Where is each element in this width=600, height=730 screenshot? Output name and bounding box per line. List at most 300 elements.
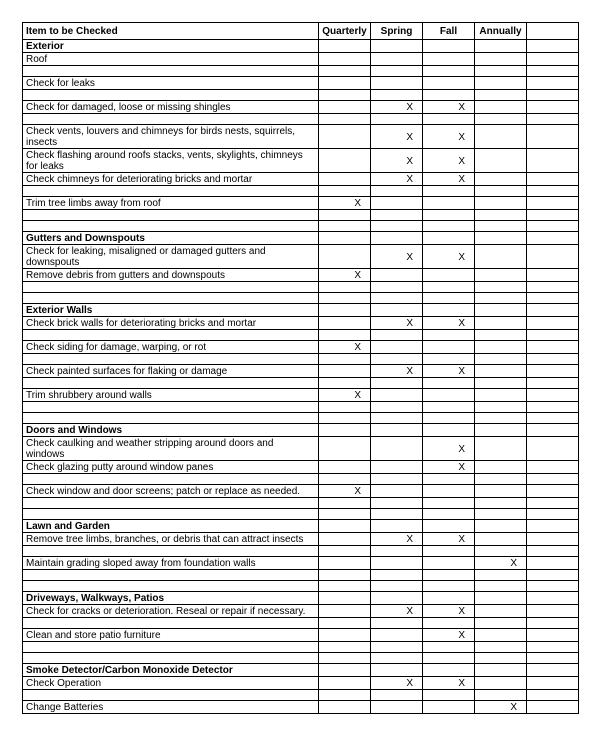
spring-mark-cell: [371, 221, 423, 232]
annually-mark-cell: [475, 173, 527, 186]
annually-mark-cell: [475, 618, 527, 629]
fall-mark-cell: [423, 186, 475, 197]
blank-cell: [527, 197, 579, 210]
checklist-item-row: [23, 365, 579, 378]
quarterly-mark-cell: [319, 40, 371, 53]
quarterly-mark-cell: X: [319, 269, 371, 282]
annually-mark-cell: [475, 642, 527, 653]
section-title: Doors and Windows: [23, 424, 319, 437]
quarterly-mark-cell: [319, 605, 371, 618]
checklist-item-row: [23, 461, 579, 474]
checklist-item-row: [23, 701, 579, 714]
spring-mark-cell: X: [371, 149, 423, 173]
annually-mark-cell: [475, 474, 527, 485]
header-spring: Spring: [371, 23, 423, 40]
fall-mark-cell: [423, 210, 475, 221]
quarterly-mark-cell: [319, 592, 371, 605]
annually-mark-cell: [475, 653, 527, 664]
item-text: Change Batteries: [23, 701, 319, 714]
annually-mark-cell: [475, 629, 527, 642]
blank-cell: [527, 77, 579, 90]
quarterly-mark-cell: [319, 546, 371, 557]
item-text: Maintain grading sloped away from foundation walls: [23, 557, 319, 570]
annually-mark-cell: [475, 378, 527, 389]
fall-mark-cell: [423, 402, 475, 413]
spring-mark-cell: [371, 304, 423, 317]
fall-mark-cell: [423, 53, 475, 66]
spring-mark-cell: [371, 341, 423, 354]
fall-mark-cell: [423, 90, 475, 101]
spring-mark-cell: [371, 66, 423, 77]
checklist-item-row: [23, 269, 579, 282]
quarterly-mark-cell: [319, 664, 371, 677]
quarterly-mark-cell: [319, 570, 371, 581]
blank-cell: [527, 341, 579, 354]
spring-mark-cell: X: [371, 317, 423, 330]
fall-mark-cell: X: [423, 173, 475, 186]
item-text: [23, 402, 319, 413]
blank-cell: [527, 114, 579, 125]
quarterly-mark-cell: [319, 245, 371, 269]
fall-mark-cell: [423, 664, 475, 677]
blank-cell: [527, 389, 579, 402]
spacer-row: [23, 642, 579, 653]
spring-mark-cell: [371, 354, 423, 365]
spring-mark-cell: [371, 642, 423, 653]
quarterly-mark-cell: X: [319, 197, 371, 210]
annually-mark-cell: [475, 186, 527, 197]
header-fall: Fall: [423, 23, 475, 40]
fall-mark-cell: [423, 354, 475, 365]
spacer-row: [23, 90, 579, 101]
fall-mark-cell: [423, 330, 475, 341]
quarterly-mark-cell: [319, 533, 371, 546]
blank-cell: [527, 210, 579, 221]
annually-mark-cell: [475, 197, 527, 210]
annually-mark-cell: [475, 66, 527, 77]
section-title: Gutters and Downspouts: [23, 232, 319, 245]
annually-mark-cell: [475, 114, 527, 125]
annually-mark-cell: [475, 690, 527, 701]
fall-mark-cell: [423, 581, 475, 592]
spring-mark-cell: [371, 557, 423, 570]
fall-mark-cell: [423, 424, 475, 437]
blank-cell: [527, 173, 579, 186]
annually-mark-cell: [475, 533, 527, 546]
annually-mark-cell: [475, 341, 527, 354]
blank-cell: [527, 101, 579, 114]
annually-mark-cell: [475, 90, 527, 101]
fall-mark-cell: X: [423, 365, 475, 378]
spacer-row: [23, 330, 579, 341]
spring-mark-cell: [371, 197, 423, 210]
quarterly-mark-cell: [319, 149, 371, 173]
fall-mark-cell: [423, 293, 475, 304]
annually-mark-cell: [475, 221, 527, 232]
spring-mark-cell: [371, 186, 423, 197]
fall-mark-cell: [423, 304, 475, 317]
annually-mark-cell: [475, 402, 527, 413]
annually-mark-cell: [475, 317, 527, 330]
quarterly-mark-cell: [319, 474, 371, 485]
blank-cell: [527, 245, 579, 269]
quarterly-mark-cell: [319, 701, 371, 714]
annually-mark-cell: [475, 125, 527, 149]
item-text: [23, 186, 319, 197]
fall-mark-cell: X: [423, 245, 475, 269]
checklist-item-row: [23, 245, 579, 269]
quarterly-mark-cell: [319, 413, 371, 424]
fall-mark-cell: X: [423, 101, 475, 114]
spacer-row: [23, 498, 579, 509]
spacer-row: [23, 210, 579, 221]
item-text: Trim tree limbs away from roof: [23, 197, 319, 210]
item-text: [23, 210, 319, 221]
quarterly-mark-cell: [319, 581, 371, 592]
item-text: [23, 653, 319, 664]
checklist-item-row: [23, 629, 579, 642]
table-header-row: [23, 23, 579, 40]
fall-mark-cell: [423, 221, 475, 232]
item-text: Trim shrubbery around walls: [23, 389, 319, 402]
quarterly-mark-cell: [319, 186, 371, 197]
blank-cell: [527, 232, 579, 245]
item-text: [23, 354, 319, 365]
spring-mark-cell: X: [371, 125, 423, 149]
spring-mark-cell: [371, 474, 423, 485]
spacer-row: [23, 413, 579, 424]
blank-cell: [527, 186, 579, 197]
fall-mark-cell: [423, 701, 475, 714]
quarterly-mark-cell: [319, 424, 371, 437]
blank-cell: [527, 592, 579, 605]
blank-cell: [527, 618, 579, 629]
item-text: [23, 221, 319, 232]
item-text: Remove debris from gutters and downspouts: [23, 269, 319, 282]
item-text: [23, 378, 319, 389]
annually-mark-cell: [475, 53, 527, 66]
annually-mark-cell: [475, 269, 527, 282]
annually-mark-cell: [475, 365, 527, 378]
quarterly-mark-cell: X: [319, 341, 371, 354]
section-header-row: [23, 40, 579, 53]
blank-cell: [527, 66, 579, 77]
spring-mark-cell: [371, 520, 423, 533]
spring-mark-cell: X: [371, 101, 423, 114]
spacer-row: [23, 282, 579, 293]
annually-mark-cell: [475, 389, 527, 402]
spring-mark-cell: [371, 378, 423, 389]
header-blank-column: [527, 23, 579, 40]
checklist-item-row: [23, 437, 579, 461]
fall-mark-cell: [423, 66, 475, 77]
quarterly-mark-cell: [319, 677, 371, 690]
spacer-row: [23, 690, 579, 701]
spring-mark-cell: [371, 330, 423, 341]
item-text: Check for damaged, loose or missing shingles: [23, 101, 319, 114]
fall-mark-cell: [423, 509, 475, 520]
annually-mark-cell: [475, 282, 527, 293]
quarterly-mark-cell: [319, 114, 371, 125]
fall-mark-cell: [423, 520, 475, 533]
fall-mark-cell: [423, 341, 475, 354]
item-text: Check for leaks: [23, 77, 319, 90]
blank-cell: [527, 90, 579, 101]
blank-cell: [527, 149, 579, 173]
blank-cell: [527, 282, 579, 293]
spring-mark-cell: [371, 424, 423, 437]
quarterly-mark-cell: [319, 618, 371, 629]
blank-cell: [527, 653, 579, 664]
spring-mark-cell: [371, 40, 423, 53]
spring-mark-cell: [371, 269, 423, 282]
spacer-row: [23, 570, 579, 581]
blank-cell: [527, 485, 579, 498]
spring-mark-cell: [371, 413, 423, 424]
fall-mark-cell: [423, 642, 475, 653]
fall-mark-cell: [423, 618, 475, 629]
blank-cell: [527, 354, 579, 365]
spring-mark-cell: [371, 402, 423, 413]
header-annually: Annually: [475, 23, 527, 40]
item-text: [23, 66, 319, 77]
blank-cell: [527, 498, 579, 509]
annually-mark-cell: [475, 149, 527, 173]
quarterly-mark-cell: [319, 90, 371, 101]
blank-cell: [527, 690, 579, 701]
checklist-item-row: [23, 197, 579, 210]
blank-cell: [527, 533, 579, 546]
item-text: [23, 570, 319, 581]
checklist-item-row: [23, 125, 579, 149]
fall-mark-cell: [423, 570, 475, 581]
blank-cell: [527, 424, 579, 437]
blank-cell: [527, 642, 579, 653]
spacer-row: [23, 66, 579, 77]
fall-mark-cell: [423, 282, 475, 293]
quarterly-mark-cell: [319, 498, 371, 509]
fall-mark-cell: [423, 197, 475, 210]
annually-mark-cell: [475, 664, 527, 677]
quarterly-mark-cell: [319, 365, 371, 378]
item-text: [23, 581, 319, 592]
spacer-row: [23, 474, 579, 485]
blank-cell: [527, 330, 579, 341]
annually-mark-cell: X: [475, 557, 527, 570]
spacer-row: [23, 546, 579, 557]
spring-mark-cell: X: [371, 173, 423, 186]
spring-mark-cell: [371, 509, 423, 520]
section-header-row: [23, 424, 579, 437]
spacer-row: [23, 114, 579, 125]
fall-mark-cell: [423, 378, 475, 389]
quarterly-mark-cell: [319, 378, 371, 389]
quarterly-mark-cell: [319, 520, 371, 533]
fall-mark-cell: X: [423, 677, 475, 690]
quarterly-mark-cell: X: [319, 389, 371, 402]
quarterly-mark-cell: [319, 125, 371, 149]
annually-mark-cell: [475, 437, 527, 461]
blank-cell: [527, 378, 579, 389]
blank-cell: [527, 664, 579, 677]
spacer-row: [23, 402, 579, 413]
annually-mark-cell: [475, 509, 527, 520]
item-text: Roof: [23, 53, 319, 66]
item-text: Clean and store patio furniture: [23, 629, 319, 642]
spacer-row: [23, 581, 579, 592]
item-text: [23, 330, 319, 341]
quarterly-mark-cell: [319, 101, 371, 114]
blank-cell: [527, 53, 579, 66]
annually-mark-cell: [475, 570, 527, 581]
quarterly-mark-cell: [319, 557, 371, 570]
quarterly-mark-cell: [319, 304, 371, 317]
item-text: [23, 618, 319, 629]
item-text: Check painted surfaces for flaking or damage: [23, 365, 319, 378]
item-text: [23, 282, 319, 293]
fall-mark-cell: [423, 592, 475, 605]
spring-mark-cell: X: [371, 245, 423, 269]
spring-mark-cell: [371, 53, 423, 66]
annually-mark-cell: [475, 210, 527, 221]
spring-mark-cell: [371, 592, 423, 605]
fall-mark-cell: X: [423, 533, 475, 546]
section-title: Exterior Walls: [23, 304, 319, 317]
annually-mark-cell: [475, 40, 527, 53]
fall-mark-cell: [423, 114, 475, 125]
quarterly-mark-cell: [319, 317, 371, 330]
item-text: Check caulking and weather stripping around doors and windows: [23, 437, 319, 461]
checklist-item-row: [23, 485, 579, 498]
quarterly-mark-cell: [319, 642, 371, 653]
quarterly-mark-cell: [319, 653, 371, 664]
section-title: Smoke Detector/Carbon Monoxide Detector: [23, 664, 319, 677]
checklist-item-row: [23, 557, 579, 570]
blank-cell: [527, 570, 579, 581]
quarterly-mark-cell: [319, 232, 371, 245]
item-text: Remove tree limbs, branches, or debris that can attract insects: [23, 533, 319, 546]
fall-mark-cell: X: [423, 605, 475, 618]
blank-cell: [527, 413, 579, 424]
blank-cell: [527, 221, 579, 232]
blank-cell: [527, 520, 579, 533]
fall-mark-cell: X: [423, 125, 475, 149]
annually-mark-cell: [475, 354, 527, 365]
item-text: [23, 114, 319, 125]
fall-mark-cell: X: [423, 461, 475, 474]
blank-cell: [527, 317, 579, 330]
item-text: [23, 293, 319, 304]
annually-mark-cell: [475, 101, 527, 114]
blank-cell: [527, 40, 579, 53]
section-header-row: [23, 232, 579, 245]
fall-mark-cell: [423, 40, 475, 53]
fall-mark-cell: [423, 389, 475, 402]
fall-mark-cell: [423, 653, 475, 664]
spacer-row: [23, 378, 579, 389]
item-text: Check Operation: [23, 677, 319, 690]
fall-mark-cell: [423, 474, 475, 485]
fall-mark-cell: [423, 413, 475, 424]
fall-mark-cell: [423, 232, 475, 245]
item-text: Check siding for damage, warping, or rot: [23, 341, 319, 354]
spring-mark-cell: [371, 701, 423, 714]
item-text: Check flashing around roofs stacks, vents, skylights, chimneys for leaks: [23, 149, 319, 173]
annually-mark-cell: [475, 498, 527, 509]
spring-mark-cell: [371, 114, 423, 125]
blank-cell: [527, 474, 579, 485]
checklist-item-row: [23, 101, 579, 114]
blank-cell: [527, 581, 579, 592]
annually-mark-cell: [475, 581, 527, 592]
checklist-item-row: [23, 533, 579, 546]
blank-cell: [527, 461, 579, 474]
spring-mark-cell: [371, 90, 423, 101]
annually-mark-cell: [475, 330, 527, 341]
fall-mark-cell: [423, 557, 475, 570]
blank-cell: [527, 701, 579, 714]
item-text: [23, 413, 319, 424]
item-text: [23, 498, 319, 509]
annually-mark-cell: [475, 677, 527, 690]
fall-mark-cell: [423, 77, 475, 90]
fall-mark-cell: [423, 690, 475, 701]
quarterly-mark-cell: [319, 66, 371, 77]
spring-mark-cell: [371, 282, 423, 293]
quarterly-mark-cell: [319, 221, 371, 232]
spacer-row: [23, 186, 579, 197]
spring-mark-cell: [371, 546, 423, 557]
spring-mark-cell: [371, 485, 423, 498]
checklist-item-row: [23, 53, 579, 66]
blank-cell: [527, 365, 579, 378]
quarterly-mark-cell: [319, 509, 371, 520]
section-header-row: [23, 664, 579, 677]
blank-cell: [527, 402, 579, 413]
spring-mark-cell: [371, 77, 423, 90]
header-item-to-be-checked: Item to be Checked: [23, 23, 319, 40]
item-text: [23, 474, 319, 485]
checklist-item-row: [23, 173, 579, 186]
blank-cell: [527, 437, 579, 461]
blank-cell: [527, 509, 579, 520]
spring-mark-cell: [371, 618, 423, 629]
spring-mark-cell: [371, 389, 423, 402]
annually-mark-cell: [475, 461, 527, 474]
item-text: [23, 509, 319, 520]
spring-mark-cell: [371, 629, 423, 642]
fall-mark-cell: X: [423, 317, 475, 330]
blank-cell: [527, 293, 579, 304]
annually-mark-cell: [475, 413, 527, 424]
annually-mark-cell: [475, 245, 527, 269]
header-quarterly: Quarterly: [319, 23, 371, 40]
annually-mark-cell: [475, 605, 527, 618]
annually-mark-cell: [475, 293, 527, 304]
spring-mark-cell: X: [371, 677, 423, 690]
blank-cell: [527, 546, 579, 557]
annually-mark-cell: [475, 485, 527, 498]
quarterly-mark-cell: [319, 629, 371, 642]
quarterly-mark-cell: [319, 690, 371, 701]
spacer-row: [23, 653, 579, 664]
item-text: Check window and door screens; patch or replace as needed.: [23, 485, 319, 498]
blank-cell: [527, 557, 579, 570]
fall-mark-cell: X: [423, 629, 475, 642]
annually-mark-cell: [475, 592, 527, 605]
fall-mark-cell: [423, 269, 475, 282]
checklist-item-row: [23, 677, 579, 690]
